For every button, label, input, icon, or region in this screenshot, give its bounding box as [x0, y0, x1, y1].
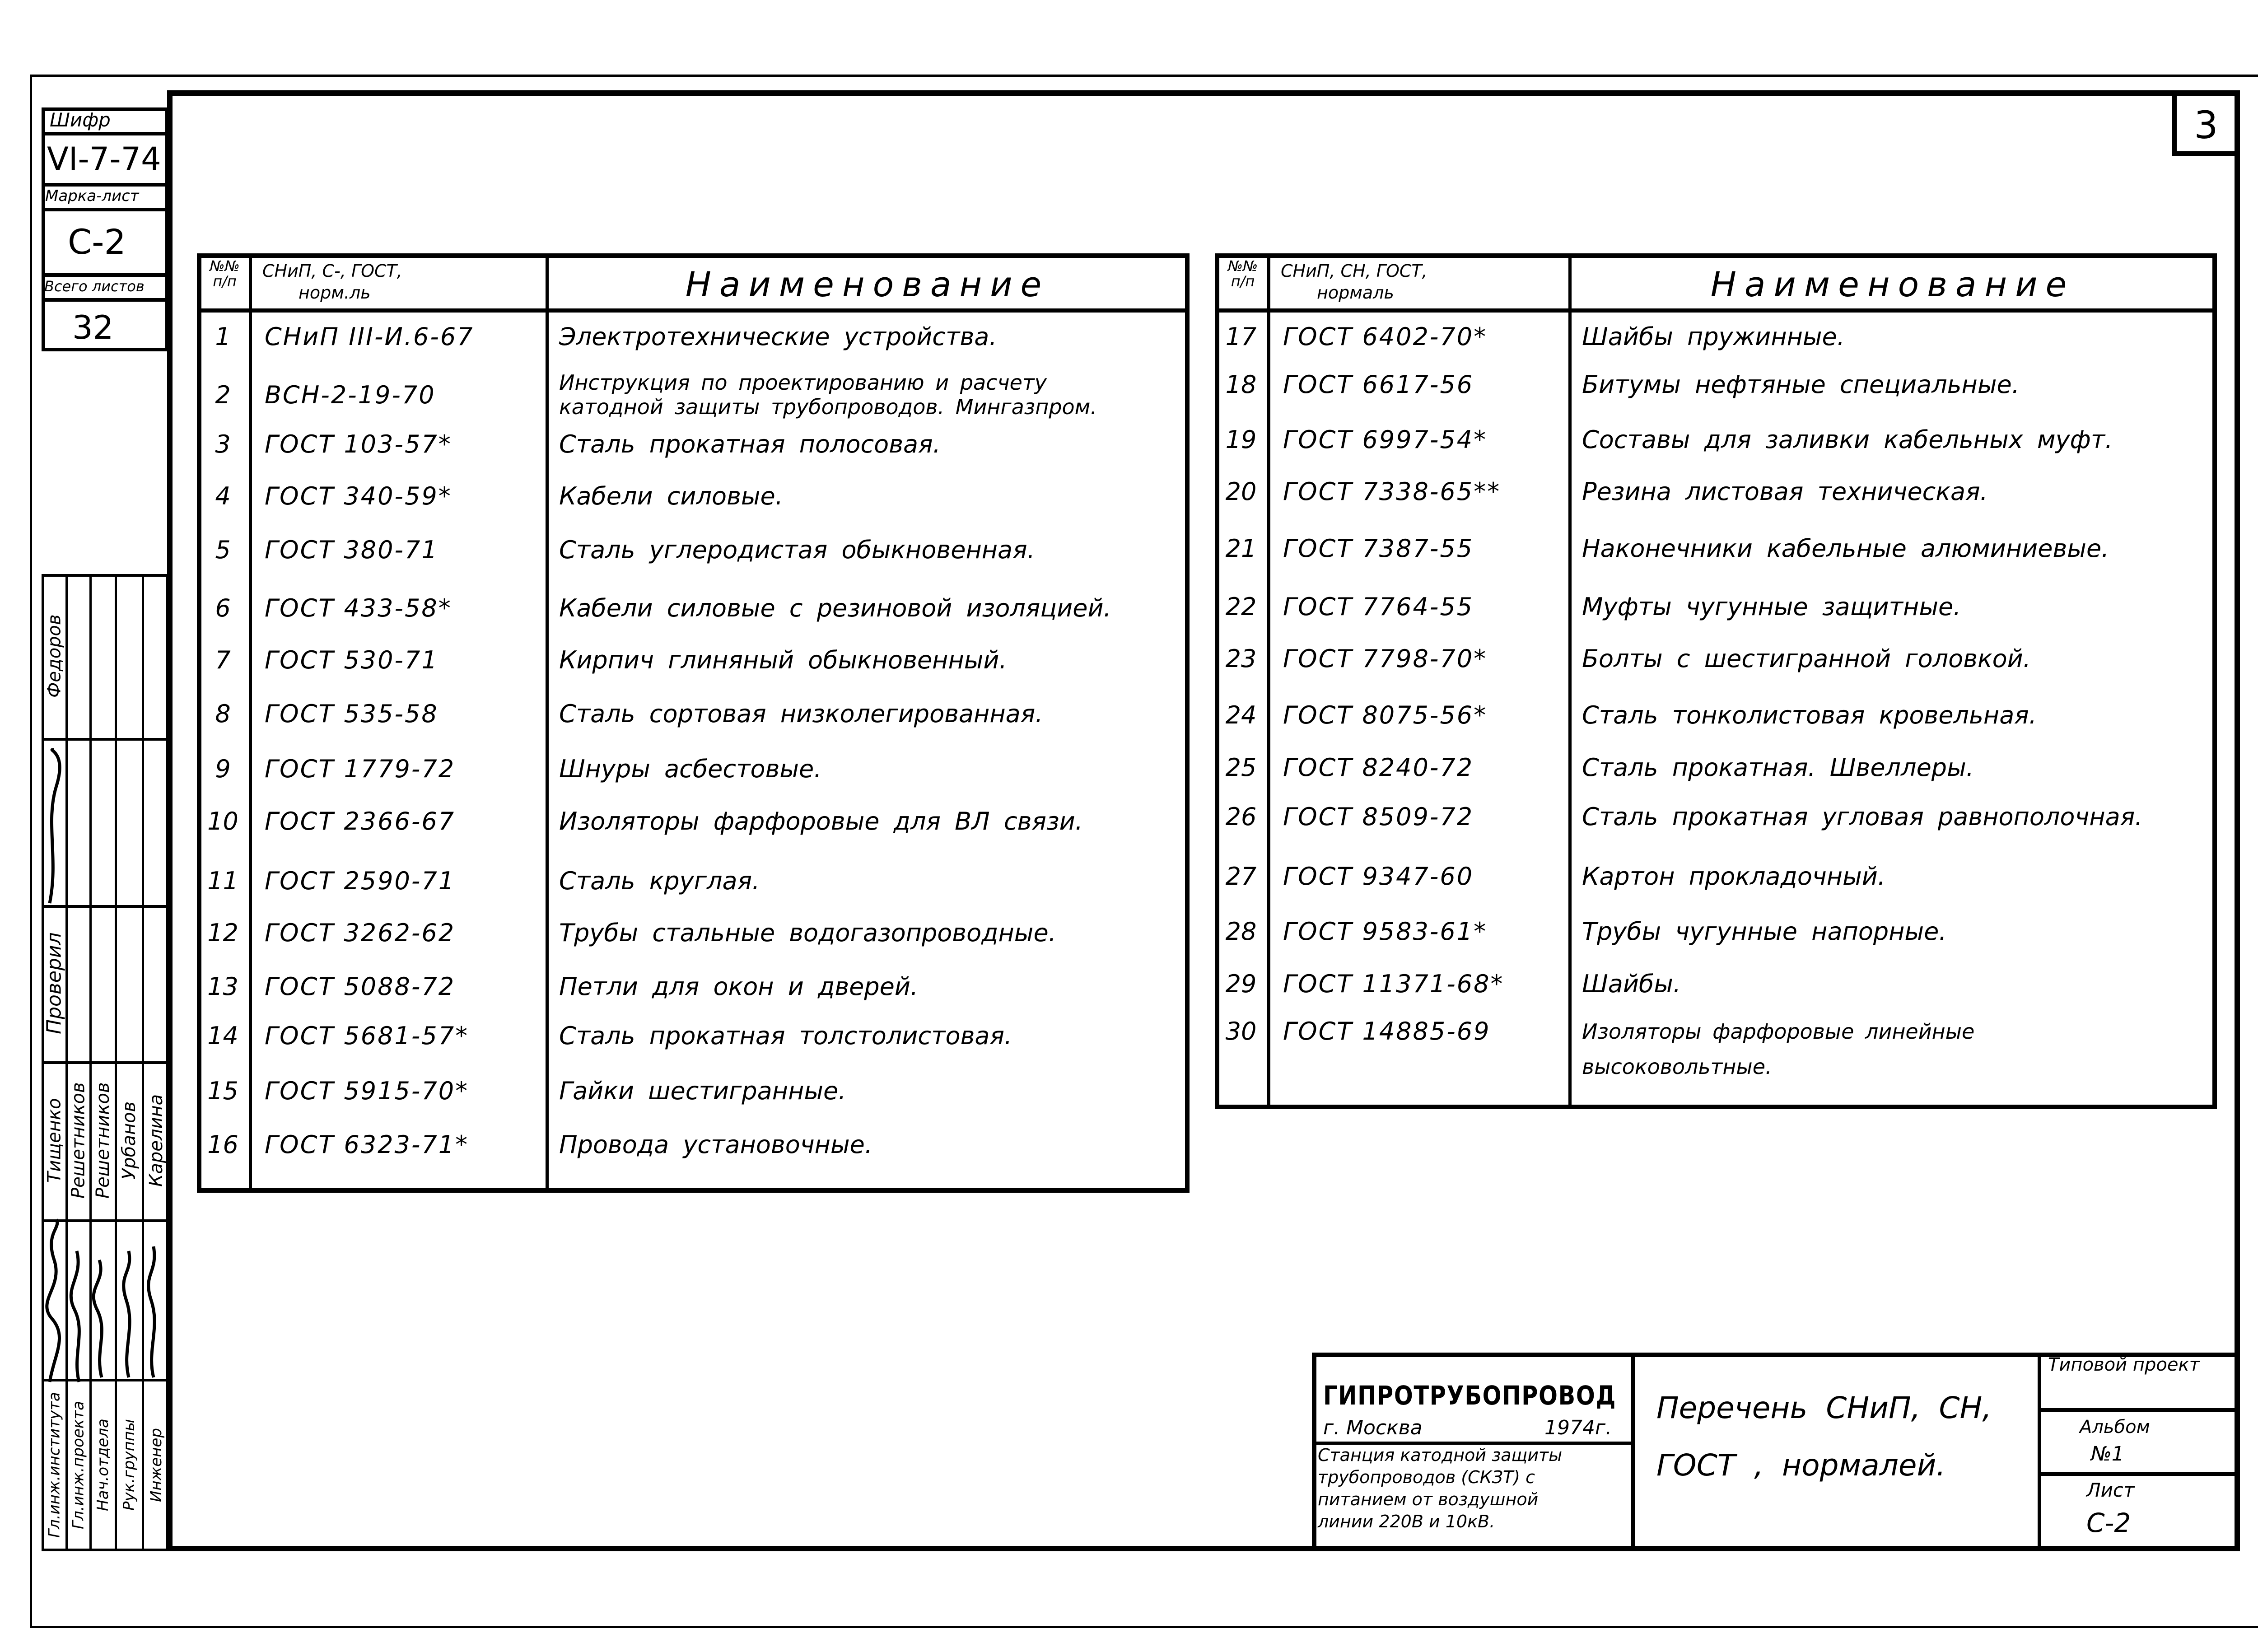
row-code: ГОСТ 1779-72	[265, 755, 456, 783]
header-code-line2: норм.ль	[299, 283, 371, 303]
album-label: Альбом	[2080, 1417, 2150, 1437]
header-code-line2: нормаль	[1317, 283, 1394, 303]
row-name: Сталь прокатная угловая равнополочная.	[1582, 803, 2143, 831]
row-code: ГОСТ 340-59*	[265, 482, 452, 510]
mark-sheet-label: Марка-лист	[45, 187, 139, 205]
row-name: Муфты чугунные защитные.	[1582, 593, 1961, 621]
sheet-title-line1: Перечень СНиП, СН,	[1656, 1391, 1992, 1425]
row-name: Провода установочные.	[559, 1130, 873, 1159]
row-code: ГОСТ 9347-60	[1283, 862, 1474, 891]
approver-role: Гл.инж.проекта	[69, 1401, 88, 1529]
row-name: Сталь углеродистая обыкновенная.	[559, 536, 1035, 564]
year: 1974г.	[1544, 1416, 1612, 1439]
row-code: ГОСТ 530-71	[265, 646, 439, 674]
divider	[1312, 1442, 1633, 1445]
type-project-label: Типовой проект	[2048, 1354, 2200, 1375]
row-number: 8	[215, 700, 231, 728]
row-code: ГОСТ 5915-70*	[265, 1077, 469, 1105]
row-code: ГОСТ 6323-71*	[265, 1130, 469, 1159]
row-name: Наконечники кабельные алюминиевые.	[1582, 534, 2109, 563]
row-name: Изоляторы фарфоровые для ВЛ связи.	[559, 807, 1083, 835]
row-code: ГОСТ 7387-55	[1283, 534, 1474, 563]
city: г. Москва	[1323, 1416, 1423, 1439]
row-name: Составы для заливки кабельных муфт.	[1582, 425, 2113, 454]
row-number: 10	[207, 807, 238, 835]
row-code: ГОСТ 3262-62	[265, 919, 456, 947]
row-number: 2	[215, 381, 231, 409]
row-name: Сталь сортовая низколегированная.	[559, 700, 1043, 728]
row-code: ГОСТ 2366-67	[265, 807, 456, 835]
row-name: Петли для окон и дверей.	[559, 972, 919, 1001]
row-number: 25	[1225, 753, 1257, 782]
column-divider	[1568, 253, 1572, 1109]
approver-role: Нач.отдела	[94, 1419, 112, 1512]
row-name: Инструкция по проектированию и расчету	[559, 370, 1047, 395]
row-code: ГОСТ 433-58*	[265, 594, 452, 622]
header-number: №№ п/п	[1227, 257, 1258, 290]
row-number: 24	[1225, 701, 1257, 729]
header-code-line1: СНиП, СН, ГОСТ,	[1281, 261, 1428, 281]
approver-role: Инженер	[147, 1428, 165, 1502]
row-number: 16	[207, 1130, 238, 1159]
row-code: ГОСТ 8509-72	[1283, 803, 1474, 831]
row-number: 3	[215, 430, 231, 458]
row-number: 30	[1225, 1017, 1257, 1045]
header-code-line1: СНиП, С-, ГОСТ,	[262, 261, 402, 281]
row-code: ВСН-2-19-70	[265, 381, 436, 409]
row-name: Изоляторы фарфоровые линейные	[1582, 1019, 1975, 1044]
row-name: Кабели силовые с резиновой изоляцией.	[559, 594, 1111, 622]
row-code: ГОСТ 11371-68*	[1283, 970, 1504, 998]
sheet-number: 3	[2194, 103, 2218, 147]
row-code: ГОСТ 7764-55	[1283, 593, 1474, 621]
divider	[1631, 1353, 1635, 1551]
row-number: 11	[207, 867, 238, 895]
album-value: №1	[2091, 1442, 2124, 1465]
row-number: 19	[1225, 425, 1257, 454]
row-name: Резина листовая техническая.	[1582, 477, 1988, 506]
header-name: Наименование	[1710, 264, 2075, 304]
row-code: ГОСТ 6617-56	[1283, 370, 1474, 399]
row-number: 29	[1225, 970, 1257, 998]
sheet-value: С-2	[2086, 1507, 2131, 1538]
row-code: ГОСТ 5088-72	[265, 972, 456, 1001]
checked-name: Федоров	[44, 614, 65, 698]
project-desc-line: линии 220В и 10кВ.	[1318, 1512, 1495, 1531]
row-number: 7	[215, 646, 231, 674]
row-name: Сталь тонколистовая кровельная.	[1582, 701, 2037, 729]
row-code: ГОСТ 7798-70*	[1283, 644, 1488, 673]
row-code: ГОСТ 2590-71	[265, 867, 456, 895]
approver-name: Решетников	[93, 1082, 113, 1199]
project-desc-line: трубопроводов (СКЗТ) с	[1318, 1467, 1535, 1487]
row-name: Кабели силовые.	[559, 482, 783, 510]
sheet-number-box	[2172, 90, 2240, 156]
row-number: 1	[215, 322, 231, 351]
row-number: 6	[215, 594, 231, 622]
sheet-label: Лист	[2086, 1479, 2135, 1501]
approver-role: Рук.группы	[120, 1419, 138, 1511]
row-number: 4	[215, 482, 231, 510]
row-name: Картон прокладочный.	[1582, 862, 1885, 891]
divider	[42, 183, 169, 187]
sheet-title-line2: ГОСТ , нормалей.	[1656, 1448, 1946, 1483]
total-sheets-value: 32	[72, 308, 114, 346]
checked-label: Проверил	[42, 932, 66, 1034]
row-number: 18	[1225, 370, 1257, 399]
divider	[2038, 1408, 2240, 1412]
row-number: 14	[207, 1022, 238, 1050]
row-number: 22	[1225, 593, 1257, 621]
row-code: ГОСТ 6402-70*	[1283, 322, 1488, 351]
row-name: Шайбы.	[1582, 970, 1681, 998]
row-name: Электротехнические устройства.	[559, 322, 997, 351]
organization-name: ГИПРОТРУБОПРОВОД	[1323, 1380, 1617, 1411]
row-code: ГОСТ 103-57*	[265, 430, 452, 458]
approver-name: Тищенко	[44, 1098, 65, 1183]
row-code: ГОСТ 535-58	[265, 700, 439, 728]
cipher-value: VI-7-74	[47, 140, 161, 177]
row-code: ГОСТ 9583-61*	[1283, 917, 1488, 946]
header-divider	[1215, 308, 2217, 313]
row-number: 23	[1225, 644, 1257, 673]
header-name: Наименование	[685, 264, 1050, 304]
row-name: Сталь круглая.	[559, 867, 760, 895]
total-sheets-label: Всего листов	[44, 278, 145, 295]
row-name: Сталь прокатная толстолистовая.	[559, 1022, 1012, 1050]
approver-name: Карелина	[146, 1094, 167, 1187]
row-code: ГОСТ 5681-57*	[265, 1022, 469, 1050]
row-name: Гайки шестигранные.	[559, 1077, 846, 1105]
row-code: ГОСТ 8240-72	[1283, 753, 1474, 782]
cipher-label: Шифр	[50, 109, 111, 131]
divider	[2038, 1472, 2240, 1476]
approver-role: Гл.инж.института	[45, 1392, 64, 1538]
divider	[2038, 1353, 2041, 1551]
row-name: Трубы чугунные напорные.	[1582, 917, 1947, 946]
divider	[42, 208, 169, 211]
row-name: Битумы нефтяные специальные.	[1582, 370, 2020, 399]
divider	[42, 273, 169, 277]
row-number: 15	[207, 1077, 238, 1105]
approver-name: Урбанов	[119, 1101, 140, 1180]
row-number: 27	[1225, 862, 1257, 891]
row-number: 9	[215, 755, 231, 783]
row-name: Сталь прокатная. Швеллеры.	[1582, 753, 1974, 782]
header-number: №№ п/п	[210, 257, 240, 290]
row-name: Болты с шестигранной головкой.	[1582, 644, 2031, 673]
row-divider	[42, 738, 169, 741]
row-name: Шнуры асбестовые.	[559, 755, 822, 783]
header-divider	[197, 308, 1190, 313]
row-number: 20	[1225, 477, 1257, 506]
divider	[42, 132, 169, 135]
project-desc-line: питанием от воздушной	[1318, 1489, 1539, 1509]
row-code: ГОСТ 14885-69	[1283, 1017, 1491, 1045]
divider	[42, 298, 169, 302]
row-name: Трубы стальные водогазопроводные.	[559, 919, 1056, 947]
row-code: ГОСТ 6997-54*	[1283, 425, 1488, 454]
mark-sheet-value: С-2	[68, 222, 126, 262]
row-code: ГОСТ 7338-65**	[1283, 477, 1501, 506]
row-name-continued: катодной защиты трубопроводов. Мингазпром.	[559, 394, 1097, 419]
row-code: ГОСТ 380-71	[265, 536, 439, 564]
row-number: 28	[1225, 917, 1257, 946]
row-divider	[42, 1219, 169, 1222]
row-code: СНиП III-И.6-67	[265, 322, 474, 351]
row-code: ГОСТ 8075-56*	[1283, 701, 1488, 729]
row-number: 12	[207, 919, 238, 947]
row-number: 21	[1225, 534, 1257, 563]
column-divider	[546, 253, 549, 1193]
row-number: 13	[207, 972, 238, 1001]
row-number: 5	[215, 536, 231, 564]
row-name: Шайбы пружинные.	[1582, 322, 1845, 351]
row-name: Сталь прокатная полосовая.	[559, 430, 941, 458]
row-number: 26	[1225, 803, 1257, 831]
project-desc-line: Станция катодной защиты	[1318, 1445, 1563, 1465]
row-number: 17	[1225, 322, 1257, 351]
row-name-continued: высоковольтные.	[1582, 1054, 1772, 1079]
approver-name: Решетников	[68, 1082, 89, 1199]
row-name: Кирпич глиняный обыкновенный.	[559, 646, 1007, 674]
